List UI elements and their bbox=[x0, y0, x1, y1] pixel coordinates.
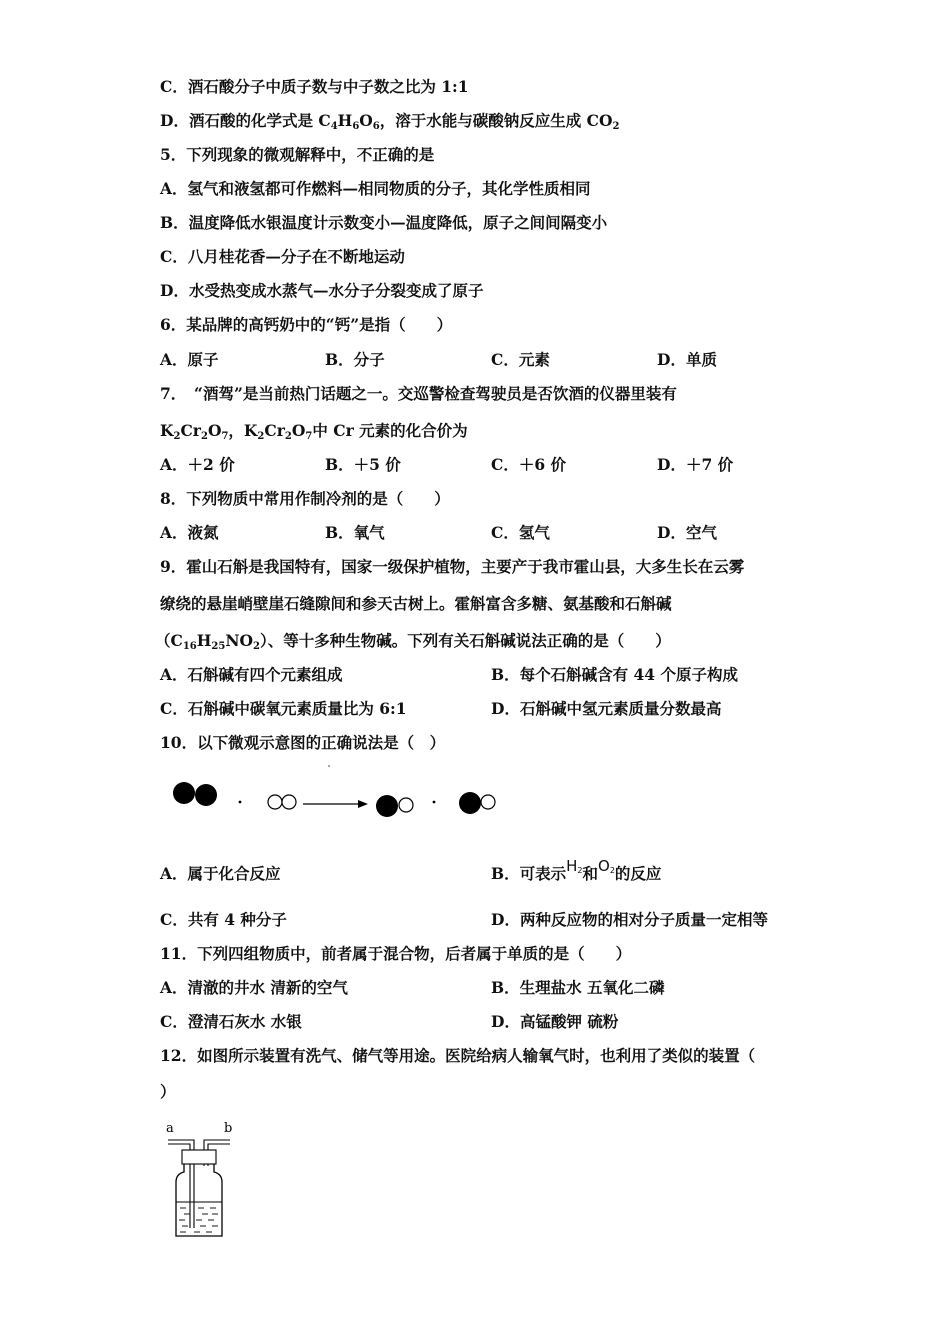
q8-stem: 8．下列物质中常用作制冷剂的是（ ） bbox=[160, 489, 450, 508]
product-2-atom-2 bbox=[481, 795, 495, 809]
q7-stem-line2: $K_2Cr_2O_7$，$K_2Cr_2O_7$中 Cr 元素的化合价为 bbox=[160, 421, 468, 442]
gas-washing-bottle bbox=[160, 1118, 240, 1244]
q5-stem: 5．下列现象的微观解释中，不正确的是 bbox=[160, 145, 435, 164]
product-1-atom-2 bbox=[399, 798, 413, 812]
q9-stem-line1: 9．霍山石斛是我国特有，国家一级保护植物，主要产于我市霍山县，大多生长在云雾 bbox=[160, 557, 745, 576]
bottle-body bbox=[176, 1164, 222, 1236]
q7-option-b: B．＋5 价 bbox=[325, 455, 401, 474]
tube-label-a: a bbox=[166, 1121, 174, 1136]
q7-stem: 7． “酒驾”是当前热门话题之一。交巡警检查驾驶员是否饮酒的仪器里装有 bbox=[160, 384, 677, 403]
tube-label-b: b bbox=[224, 1121, 233, 1136]
q6-option-d: D．单质 bbox=[657, 350, 717, 369]
liquid-hatching bbox=[179, 1208, 218, 1232]
q7-option-d: D．＋7 价 bbox=[657, 455, 734, 474]
separator-dot-1 bbox=[239, 801, 242, 804]
q4-option-c: C．酒石酸分子中质子数与中子数之比为 1:1 bbox=[160, 77, 469, 96]
q12-stem-line1: 12．如图所示装置有洗气、储气等用途。医院给病人输氧气时，也利用了类似的装置（ bbox=[160, 1046, 756, 1065]
q11-stem: 11．下列四组物质中，前者属于混合物，后者属于单质的是（ ） bbox=[160, 944, 632, 963]
q5-option-a: A．氢气和液氢都可作燃料—相同物质的分子，其化学性质相同 bbox=[160, 179, 591, 198]
reaction-arrow-head bbox=[358, 800, 368, 808]
q8-option-c: C．氢气 bbox=[491, 523, 550, 542]
q7-option-c: C．＋6 价 bbox=[491, 455, 567, 474]
q6-stem: 6．某品牌的高钙奶中的“钙”是指（ ） bbox=[160, 315, 453, 334]
q11-option-a: A．清澈的井水 清新的空气 bbox=[160, 978, 348, 997]
product-1-atom-1 bbox=[376, 795, 398, 817]
q6-option-a: A．原子 bbox=[160, 350, 219, 369]
molecule-a-atom-1 bbox=[173, 782, 195, 804]
molecule-b-atom-2 bbox=[282, 795, 296, 809]
q9-option-c: C．石斛碱中碳氧元素质量比为 6:1 bbox=[160, 699, 407, 718]
formula-h2: $H_2$ bbox=[566, 857, 583, 875]
molecule-a-atom-2 bbox=[195, 784, 217, 806]
q9-stem-line2: 缭绕的悬崖峭壁崖石缝隙间和参天古树上。霍斛富含多糖、氨基酸和石斛碱 bbox=[160, 594, 672, 613]
q5-option-c: C．八月桂花香—分子在不断地运动 bbox=[160, 247, 405, 266]
bottle-stopper bbox=[182, 1150, 216, 1164]
q11-option-d: D．高锰酸钾 硫粉 bbox=[491, 1012, 619, 1031]
q10-stem: 10．以下微观示意图的正确说法是（ ） bbox=[160, 733, 446, 752]
q8-option-d: D．空气 bbox=[657, 523, 717, 542]
q6-option-b: B．分子 bbox=[325, 350, 385, 369]
q10-option-b: B．可表示$H_2$和$O_2$的反应 bbox=[491, 857, 662, 883]
q11-option-b: B．生理盐水 五氧化二磷 bbox=[491, 978, 665, 997]
q5-option-b: B．温度降低水银温度计示数变小—温度降低，原子之间间隔变小 bbox=[160, 213, 608, 232]
reaction-diagram bbox=[165, 762, 505, 824]
q4-option-d: D．酒石酸的化学式是 $C_4H_6O_6$，溶于水能与碳酸钠反应生成 $CO_2$ bbox=[160, 111, 620, 132]
q9-option-d: D．石斛碱中氢元素质量分数最高 bbox=[491, 699, 722, 718]
q12-stem-line2: ） bbox=[160, 1082, 176, 1101]
q10-option-d: D．两种反应物的相对分子质量一定相等 bbox=[491, 910, 768, 929]
molecule-b-atom-1 bbox=[268, 795, 282, 809]
q11-option-c: C．澄清石灰水 水银 bbox=[160, 1012, 302, 1031]
q10-option-a: A．属于化合反应 bbox=[160, 864, 281, 883]
q5-option-d: D．水受热变成水蒸气—水分子分裂变成了原子 bbox=[160, 281, 484, 300]
product-2-atom-1 bbox=[459, 792, 481, 814]
q9-option-a: A．石斛碱有四个元素组成 bbox=[160, 665, 343, 684]
q9-stem-line3: $(C_{16}H_{25}NO_2)$、等十多种生物碱。下列有关石斛碱说法正确的是（ ） bbox=[155, 631, 671, 652]
speck bbox=[328, 765, 330, 767]
q9-option-b: B．每个石斛碱含有 44 个原子构成 bbox=[491, 665, 738, 684]
q8-option-a: A．液氮 bbox=[160, 523, 219, 542]
formula-o2: $O_2$ bbox=[598, 857, 615, 875]
q6-option-c: C．元素 bbox=[491, 350, 550, 369]
q10-option-c: C．共有 4 种分子 bbox=[160, 910, 287, 929]
separator-dot-2 bbox=[433, 801, 436, 804]
q7-option-a: A．＋2 价 bbox=[160, 455, 235, 474]
q8-option-b: B．氧气 bbox=[325, 523, 385, 542]
